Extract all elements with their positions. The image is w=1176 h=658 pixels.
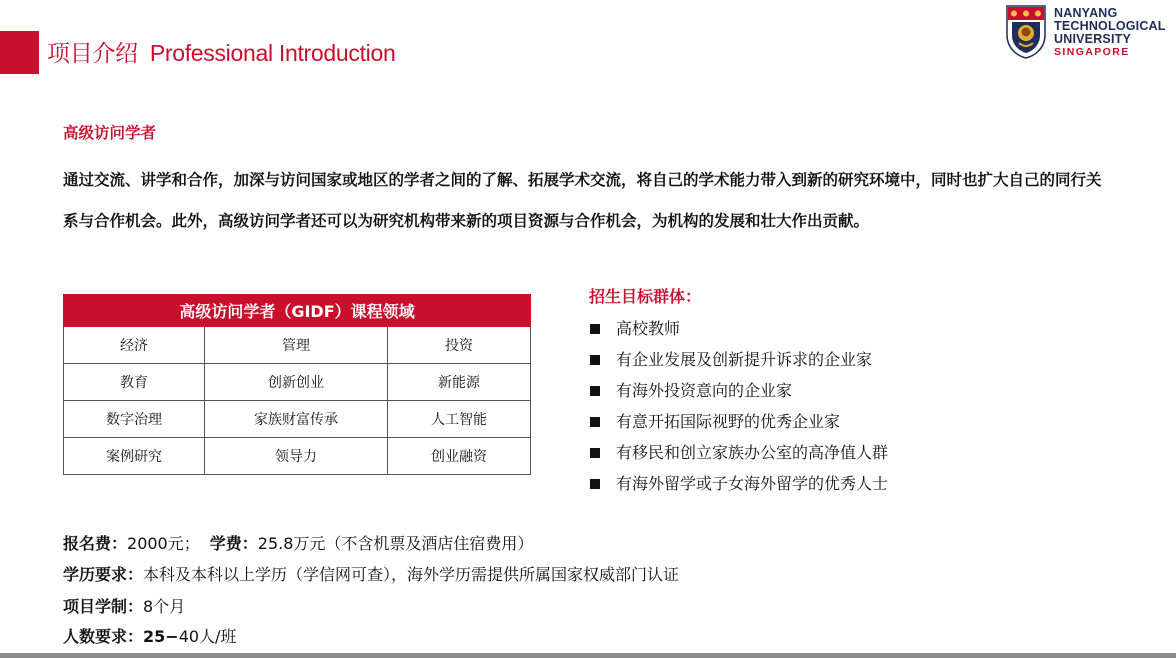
square-bullet-icon (590, 448, 600, 458)
ntu-logo (1004, 5, 1164, 61)
list-item (589, 375, 888, 406)
list-item-text: 有企业发展及创新提升诉求的企业家 (616, 350, 873, 369)
square-bullet-icon (590, 386, 600, 396)
table-cell: 案例研究 (64, 438, 205, 475)
table-cell: 领导力 (205, 438, 388, 475)
bottom-divider (0, 653, 1176, 658)
logo-line-2: TECHNOLOGICAL (1054, 19, 1166, 33)
list-item-text: 有海外留学或子女海外留学的优秀人士 (616, 474, 889, 493)
table-cell: 新能源 (388, 364, 531, 401)
reg-fee-value: 2000元； (127, 534, 200, 553)
list-item-text: 有移民和创立家族办公室的高净值人群 (616, 443, 889, 462)
list-item (589, 468, 888, 499)
duration-line (63, 594, 185, 617)
list-item-text: 有意开拓国际视野的优秀企业家 (616, 412, 841, 431)
list-item-text: 高校教师 (616, 319, 681, 338)
education-value: 本科及本科以上学历（学信网可查），海外学历需提供所属国家权威部门认证 (143, 565, 680, 584)
duration-label: 项目学制： (63, 597, 144, 616)
list-item-text: 有海外投资意向的企业家 (616, 381, 793, 400)
logo-line-1: NANYANG (1054, 6, 1118, 20)
logo-line-3: UNIVERSITY (1054, 32, 1132, 46)
section-heading: 高级访问学者 (63, 124, 157, 142)
target-group-list (589, 313, 888, 499)
list-item (589, 313, 888, 344)
table-row (64, 438, 531, 475)
ntu-logo-text (1054, 7, 1166, 59)
table-cell: 创业融资 (388, 438, 531, 475)
square-bullet-icon (590, 324, 600, 334)
tuition-value: 25.8万元（不含机票及酒店住宿费用） (257, 534, 534, 553)
table-cell: 数字治理 (64, 401, 205, 438)
fee-line (63, 531, 533, 554)
list-item (589, 406, 888, 437)
square-bullet-icon (590, 417, 600, 427)
table-cell: 创新创业 (205, 364, 388, 401)
table-cell: 管理 (205, 327, 388, 364)
education-label: 学历要求： (63, 565, 144, 584)
square-bullet-icon (590, 355, 600, 365)
ntu-crest-icon (1006, 5, 1046, 59)
target-group-heading: 招生目标群体： (589, 287, 702, 306)
reg-fee-label: 报名费： (63, 534, 128, 553)
table-cell: 投资 (388, 327, 531, 364)
education-line (63, 562, 679, 585)
table-row (64, 327, 531, 364)
table-cell: 家族财富传承 (205, 401, 388, 438)
class-size-label: 人数要求： (63, 627, 144, 646)
page-title (47, 35, 395, 68)
class-size-value: 40人/班 (178, 627, 237, 646)
tuition-label: 学费： (209, 534, 258, 553)
table-row (64, 401, 531, 438)
list-item (589, 344, 888, 375)
table-row (64, 364, 531, 401)
logo-line-4: SINGAPORE (1054, 46, 1130, 58)
page-title-en: Professional Introduction (149, 40, 396, 66)
class-size-min: 25− (143, 627, 179, 646)
course-area-table (63, 294, 531, 475)
course-table-title: 高级访问学者（GIDF）课程领域 (64, 295, 531, 327)
square-bullet-icon (590, 479, 600, 489)
intro-paragraph: 通过交流、讲学和合作，加深与访问国家或地区的学者之间的了解、拓展学术交流，将自己的学术能力带入到新的研究环境中，同时也扩大自己的同行关系与合作机会。此外，高级访问学者还可以为研究机构带来新的项目资源与合作机会，为机构的发展和壮大作出贡献。 (63, 171, 1102, 230)
table-cell: 人工智能 (388, 401, 531, 438)
table-cell: 经济 (64, 327, 205, 364)
duration-value: 8个月 (143, 597, 186, 616)
table-cell: 教育 (64, 364, 205, 401)
page-title-zh: 项目介绍 (47, 41, 138, 67)
class-size-line (63, 624, 236, 647)
list-item (589, 437, 888, 468)
title-accent-bar (0, 31, 39, 74)
